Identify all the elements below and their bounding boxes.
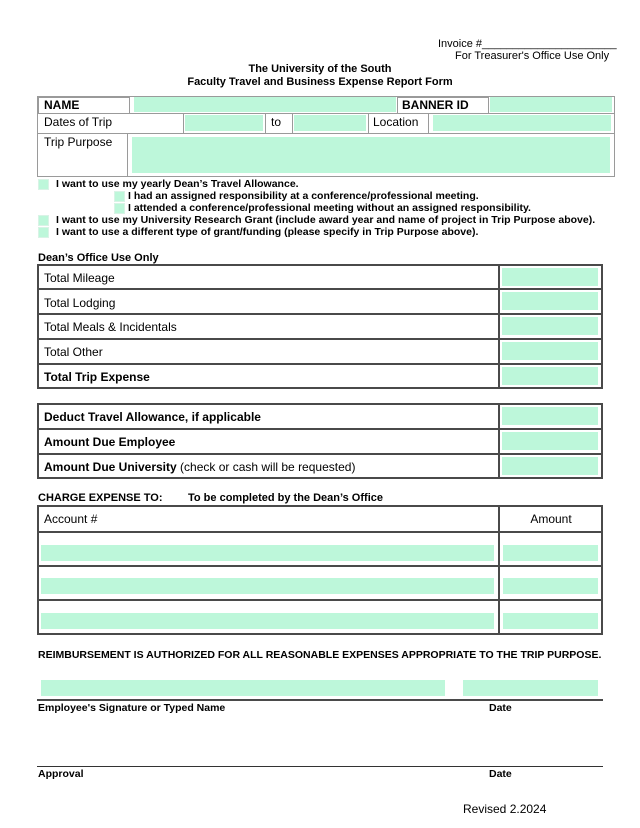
employee-signature-field[interactable]	[41, 680, 445, 696]
trip-purpose-field[interactable]	[132, 137, 610, 173]
deans-office-heading: Dean’s Office Use Only	[38, 252, 159, 264]
amount-field-3[interactable]	[503, 613, 598, 629]
name-field[interactable]	[134, 97, 396, 112]
option-checkbox-travel-allowance[interactable]	[38, 179, 49, 190]
total-mileage-field[interactable]	[502, 268, 598, 286]
option-checkbox-research-grant[interactable]	[38, 215, 49, 226]
option-checkbox-attended-conference[interactable]	[114, 203, 125, 214]
treasurer-note: For Treasurer's Office Use Only	[455, 50, 610, 62]
approval-date-label: Date	[489, 768, 512, 780]
to-label: to	[271, 115, 282, 129]
form-title: Faculty Travel and Business Expense Report Form	[187, 76, 453, 88]
amount-column-header: Amount	[530, 512, 572, 526]
amount-field-2[interactable]	[503, 578, 598, 594]
dates-label: Dates of Trip	[44, 115, 113, 129]
total-trip-expense-label: Total Trip Expense	[44, 370, 150, 384]
option-checkbox-other-funding[interactable]	[38, 227, 49, 238]
total-meals-label: Total Meals & Incidentals	[44, 320, 177, 334]
banner-id-field[interactable]	[490, 97, 612, 112]
option-label: I had an assigned responsibility at a conference/professional meeting.	[128, 190, 479, 202]
account-column-header: Account #	[44, 512, 98, 526]
employee-signature-label: Employee's Signature or Typed Name	[38, 702, 226, 714]
location-label: Location	[373, 115, 419, 129]
signature-date-field[interactable]	[463, 680, 598, 696]
name-label: NAME	[44, 98, 80, 112]
total-trip-expense-field[interactable]	[502, 367, 598, 385]
total-lodging-label: Total Lodging	[44, 296, 116, 310]
amount-due-university-field[interactable]	[502, 457, 598, 475]
banner-id-label: BANNER ID	[402, 98, 469, 112]
account-field-1[interactable]	[41, 545, 494, 561]
authorization-statement: REIMBURSEMENT IS AUTHORIZED FOR ALL REASONABLE EXPENSES APPROPRIATE TO THE TRIP PURPOSE.	[38, 649, 602, 661]
date-to-field[interactable]	[294, 115, 366, 131]
date-from-field[interactable]	[185, 115, 263, 131]
total-mileage-label: Total Mileage	[44, 271, 115, 285]
amount-field-1[interactable]	[503, 545, 598, 561]
total-lodging-field[interactable]	[502, 292, 598, 310]
total-other-field[interactable]	[502, 342, 598, 360]
option-label: I want to use my University Research Grant (include award year and name of project in Trip Purpose above).	[56, 214, 596, 226]
location-field[interactable]	[433, 115, 611, 131]
invoice-label: Invoice #______________________	[438, 38, 617, 50]
approval-label: Approval	[38, 768, 84, 780]
deduct-allowance-label: Deduct Travel Allowance, if applicable	[44, 410, 261, 424]
purpose-label: Trip Purpose	[44, 135, 113, 149]
revision-note: Revised 2.2024	[463, 802, 547, 816]
account-field-2[interactable]	[41, 578, 494, 594]
account-field-3[interactable]	[41, 613, 494, 629]
charge-subheading: To be completed by the Dean’s Office	[188, 492, 383, 504]
amount-due-university-label: Amount Due University (check or cash will be requested)	[44, 460, 356, 474]
signature-date-label: Date	[489, 702, 512, 714]
option-label: I want to use a different type of grant/funding (please specify in Trip Purpose above).	[56, 226, 479, 238]
total-other-label: Total Other	[44, 345, 103, 359]
option-label: I attended a conference/professional meeting without an assigned responsibility.	[128, 202, 531, 214]
total-meals-field[interactable]	[502, 317, 598, 335]
amount-due-employee-field[interactable]	[502, 432, 598, 450]
option-label: I want to use my yearly Dean’s Travel Allowance.	[56, 178, 299, 190]
charge-heading: CHARGE EXPENSE TO:	[38, 492, 163, 504]
university-title: The University of the South	[248, 63, 392, 75]
option-checkbox-assigned-responsibility[interactable]	[114, 191, 125, 202]
amount-due-employee-label: Amount Due Employee	[44, 435, 176, 449]
deduct-allowance-field[interactable]	[502, 407, 598, 425]
